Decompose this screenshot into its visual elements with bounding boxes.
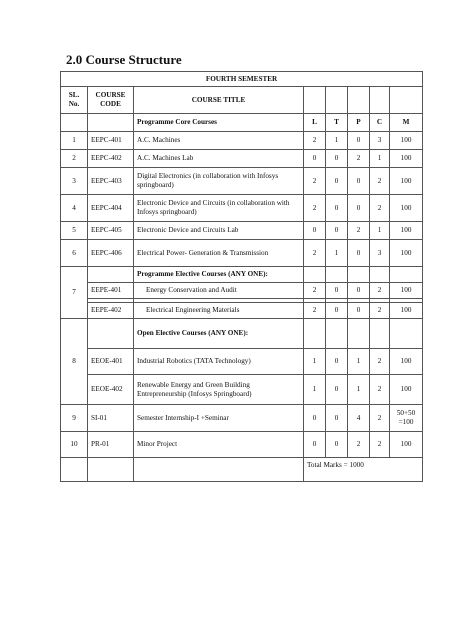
table-row	[61, 405, 423, 432]
title-cell: Electrical Power- Generation & Transmission	[134, 240, 304, 267]
semester-title: FOURTH SEMESTER	[61, 72, 423, 87]
col-label-t: T	[326, 114, 348, 132]
table-row	[61, 375, 423, 405]
t-cell: 1	[326, 240, 348, 267]
l-cell: 1	[304, 375, 326, 405]
sl-cell: 8	[61, 319, 88, 405]
sl-cell: 6	[61, 240, 88, 267]
title-cell: A.C. Machines	[134, 132, 304, 150]
l-cell: 0	[304, 222, 326, 240]
table-row	[61, 349, 423, 375]
title-cell: Digital Electronics (in collaboration with Infosys springboard)	[134, 168, 304, 195]
m-cell: 100	[390, 432, 423, 458]
p-cell: 1	[348, 375, 370, 405]
m-cell: 100	[390, 349, 423, 375]
m-cell: 100	[390, 222, 423, 240]
p-cell: 2	[348, 432, 370, 458]
sl-cell: 1	[61, 132, 88, 150]
m-cell: 100	[390, 132, 423, 150]
p-cell: 4	[348, 405, 370, 432]
open-elective-heading: Open Elective Courses (ANY ONE):	[134, 319, 304, 349]
c-cell: 2	[370, 405, 390, 432]
table-row	[61, 195, 423, 222]
table-row	[61, 222, 423, 240]
sl-cell: 4	[61, 195, 88, 222]
c-cell: 2	[370, 375, 390, 405]
code-cell: EEPE-401	[88, 283, 134, 299]
col-label-l: L	[304, 114, 326, 132]
p-cell: 0	[348, 303, 370, 319]
title-cell: Semester Internship-I +Seminar	[134, 405, 304, 432]
open-elective-heading-row	[61, 319, 423, 349]
title-cell: Minor Project	[134, 432, 304, 458]
title-cell: Industrial Robotics (TATA Technology)	[134, 349, 304, 375]
sl-cell: 9	[61, 405, 88, 432]
col-label-m: M	[390, 114, 423, 132]
title-cell: Electronic Device and Circuits (in collaboration with Infosys springboard)	[134, 195, 304, 222]
section-heading: 2.0 Course Structure	[66, 52, 182, 67]
c-cell: 2	[370, 283, 390, 299]
table-row	[61, 132, 423, 150]
sl-cell: 7	[61, 267, 88, 319]
title-cell: Electronic Device and Circuits Lab	[134, 222, 304, 240]
total-marks: Total Marks = 1000	[304, 458, 423, 482]
c-cell: 2	[370, 432, 390, 458]
p-cell: 0	[348, 195, 370, 222]
c-cell: 2	[370, 195, 390, 222]
p-cell: 0	[348, 132, 370, 150]
l-cell: 2	[304, 240, 326, 267]
m-cell: 100	[390, 240, 423, 267]
p-cell: 2	[348, 222, 370, 240]
l-cell: 0	[304, 405, 326, 432]
core-heading: Programme Core Courses	[134, 114, 304, 132]
t-cell: 0	[326, 195, 348, 222]
course-structure-table	[60, 71, 423, 482]
t-cell: 0	[326, 150, 348, 168]
code-cell: EEOE-402	[88, 375, 134, 405]
t-cell: 0	[326, 168, 348, 195]
t-cell: 1	[326, 132, 348, 150]
t-cell: 0	[326, 432, 348, 458]
l-cell: 2	[304, 283, 326, 299]
c-cell: 3	[370, 240, 390, 267]
table-row	[61, 240, 423, 267]
title-cell: Energy Conservation and Audit	[134, 283, 304, 299]
m-cell: 100	[390, 150, 423, 168]
code-cell: EEPC-401	[88, 132, 134, 150]
table-header-row	[61, 87, 423, 114]
title-cell: A.C. Machines Lab	[134, 150, 304, 168]
m-cell: 100	[390, 168, 423, 195]
col-label-p: P	[348, 114, 370, 132]
m-cell: 50+50 =100	[390, 405, 423, 432]
t-cell: 0	[326, 349, 348, 375]
m-cell: 100	[390, 283, 423, 299]
t-cell: 0	[326, 283, 348, 299]
code-cell: EEPC-405	[88, 222, 134, 240]
header-course-title: COURSE TITLE	[134, 87, 304, 114]
code-cell: PR-01	[88, 432, 134, 458]
code-cell: EEPC-402	[88, 150, 134, 168]
l-cell: 0	[304, 432, 326, 458]
sl-cell: 2	[61, 150, 88, 168]
total-row	[61, 458, 423, 482]
l-cell: 0	[304, 150, 326, 168]
m-cell: 100	[390, 303, 423, 319]
code-cell: SI-01	[88, 405, 134, 432]
c-cell: 2	[370, 168, 390, 195]
p-cell: 2	[348, 150, 370, 168]
table-row	[61, 303, 423, 319]
t-cell: 0	[326, 375, 348, 405]
code-cell: EEOE-401	[88, 349, 134, 375]
table-row	[61, 150, 423, 168]
l-cell: 2	[304, 195, 326, 222]
c-cell: 2	[370, 303, 390, 319]
title-cell: Electrical Engineering Materials	[134, 303, 304, 319]
header-sl-no: SL. No.	[61, 87, 88, 114]
prog-elective-heading-row	[61, 267, 423, 283]
p-cell: 1	[348, 349, 370, 375]
l-cell: 1	[304, 349, 326, 375]
sl-cell: 3	[61, 168, 88, 195]
l-cell: 2	[304, 168, 326, 195]
header-course-code: COURSE CODE	[88, 87, 134, 114]
p-cell: 0	[348, 168, 370, 195]
c-cell: 1	[370, 150, 390, 168]
core-heading-row	[61, 114, 423, 132]
c-cell: 1	[370, 222, 390, 240]
sl-cell: 5	[61, 222, 88, 240]
m-cell: 100	[390, 195, 423, 222]
l-cell: 2	[304, 303, 326, 319]
p-cell: 0	[348, 240, 370, 267]
table-row	[61, 168, 423, 195]
sl-cell: 10	[61, 432, 88, 458]
col-label-c: C	[370, 114, 390, 132]
c-cell: 3	[370, 132, 390, 150]
code-cell: EEPE-402	[88, 303, 134, 319]
t-cell: 0	[326, 405, 348, 432]
t-cell: 0	[326, 303, 348, 319]
prog-elective-heading: Programme Elective Courses (ANY ONE):	[134, 267, 304, 283]
title-cell: Renewable Energy and Green Building Entrepreneurship (Infosys Springboard)	[134, 375, 304, 405]
p-cell: 0	[348, 283, 370, 299]
table-row	[61, 432, 423, 458]
m-cell: 100	[390, 375, 423, 405]
table-row	[61, 283, 423, 299]
code-cell: EEPC-406	[88, 240, 134, 267]
c-cell: 2	[370, 349, 390, 375]
t-cell: 0	[326, 222, 348, 240]
l-cell: 2	[304, 132, 326, 150]
code-cell: EEPC-403	[88, 168, 134, 195]
code-cell: EEPC-404	[88, 195, 134, 222]
